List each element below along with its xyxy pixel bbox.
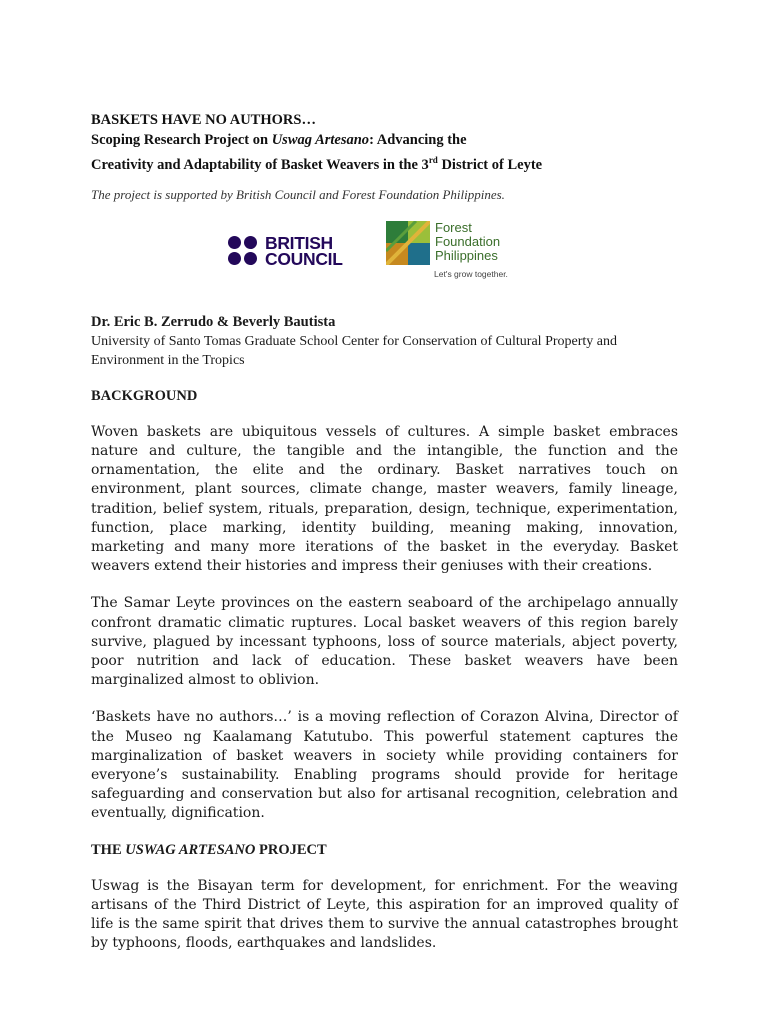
background-heading: BACKGROUND	[91, 387, 198, 404]
ff-line3: Philippines	[435, 247, 498, 263]
project-heading-suffix: PROJECT	[255, 841, 327, 858]
title-line-3	[91, 150, 678, 175]
project-heading-prefix: THE	[91, 841, 126, 858]
project-paragraph: Uswag is the Bisayan term for development, for enrichment. For the weaving artisans of the Third District of Leyte, this aspiration for an improved quality of life is the same spirit that drives them to survive the annual catastrophes brought by typhoons, floods, earthquakes and landslides.	[91, 877, 678, 952]
author-block	[91, 313, 678, 370]
background-paragraph-2: The Samar Leyte provinces on the eastern seaboard of the archipelago annually confront dramatic climatic ruptures. Local basket weavers of this region barely survive, plagued by incessant typhoons, loss of source materials, abject poverty, poor nutrition and lack of education. These basket weavers have been marginalized almost to oblivion.	[91, 595, 678, 689]
author-names: Dr. Eric B. Zerrudo & Beverly Bautista	[91, 313, 336, 330]
title-line-3-suffix: District of Leyte	[437, 156, 543, 173]
title-line-2	[91, 130, 678, 150]
british-council-dots-icon	[228, 236, 258, 266]
forest-foundation-logo	[386, 219, 508, 279]
british-council-line2: COUNCIL	[265, 248, 343, 269]
author-affiliation: University of Santo Tomas Graduate School Center for Conservation of Cultural Property and Environment in the Tropics	[91, 333, 617, 368]
title-line-2-italic: Uswag Artesano	[271, 132, 370, 148]
project-heading	[91, 842, 678, 859]
title-line-3-prefix: Creativity and Adaptability of Basket Weavers in the 3	[91, 156, 429, 173]
forest-foundation-mark-icon	[386, 221, 430, 265]
project-heading-italic: USWAG ARTESANO	[125, 841, 256, 858]
support-note: The project is supported by British Council and Forest Foundation Philippines.	[91, 186, 505, 202]
title-line-2-prefix: Scoping Research Project on	[91, 132, 272, 148]
title-line-1: BASKETS HAVE NO AUTHORS…	[91, 112, 316, 128]
ff-tagline: Let's grow together.	[434, 268, 508, 279]
title-line-2-suffix: : Advancing the	[369, 132, 467, 148]
background-paragraph-3: ‘Baskets have no authors…’ is a moving reflection of Corazon Alvina, Director of the Museo ng Kaalamang Katutubo. This powerful statement captures the marginalization of basket weavers in society while providing containers for everyone’s sustainability. Enabling programs should provide for heritage safeguarding and conservation but also for artisanal recognition, celebration and eventually, dignification.	[91, 709, 678, 822]
document-title	[91, 110, 678, 175]
document-page	[91, 110, 678, 954]
british-council-wordmark	[265, 232, 343, 269]
british-council-logo	[228, 232, 343, 269]
background-paragraph-1: Woven baskets are ubiquitous vessels of cultures. A simple basket embraces nature and culture, the tangible and the intangible, the function and the ornamentation, the elite and the ordinary. Basket narratives touch on environment, plant sources, climate change, master weavers, family lineage, tradition, belief system, rituals, preparation, design, technique, experimentation, function, place marking, identity building, meaning making, innovation, marketing and many more iterations of the basket in the everyday. Basket weavers extend their histories and impress their geniuses with their creations.	[91, 423, 678, 575]
british-council-line1: BRITISH	[265, 232, 333, 253]
logo-row	[91, 221, 678, 299]
ff-line2: Foundation	[435, 233, 501, 249]
title-line-3-sup: rd	[428, 155, 438, 165]
forest-foundation-wordmark	[435, 221, 500, 265]
ff-line1: Forest	[435, 219, 472, 235]
